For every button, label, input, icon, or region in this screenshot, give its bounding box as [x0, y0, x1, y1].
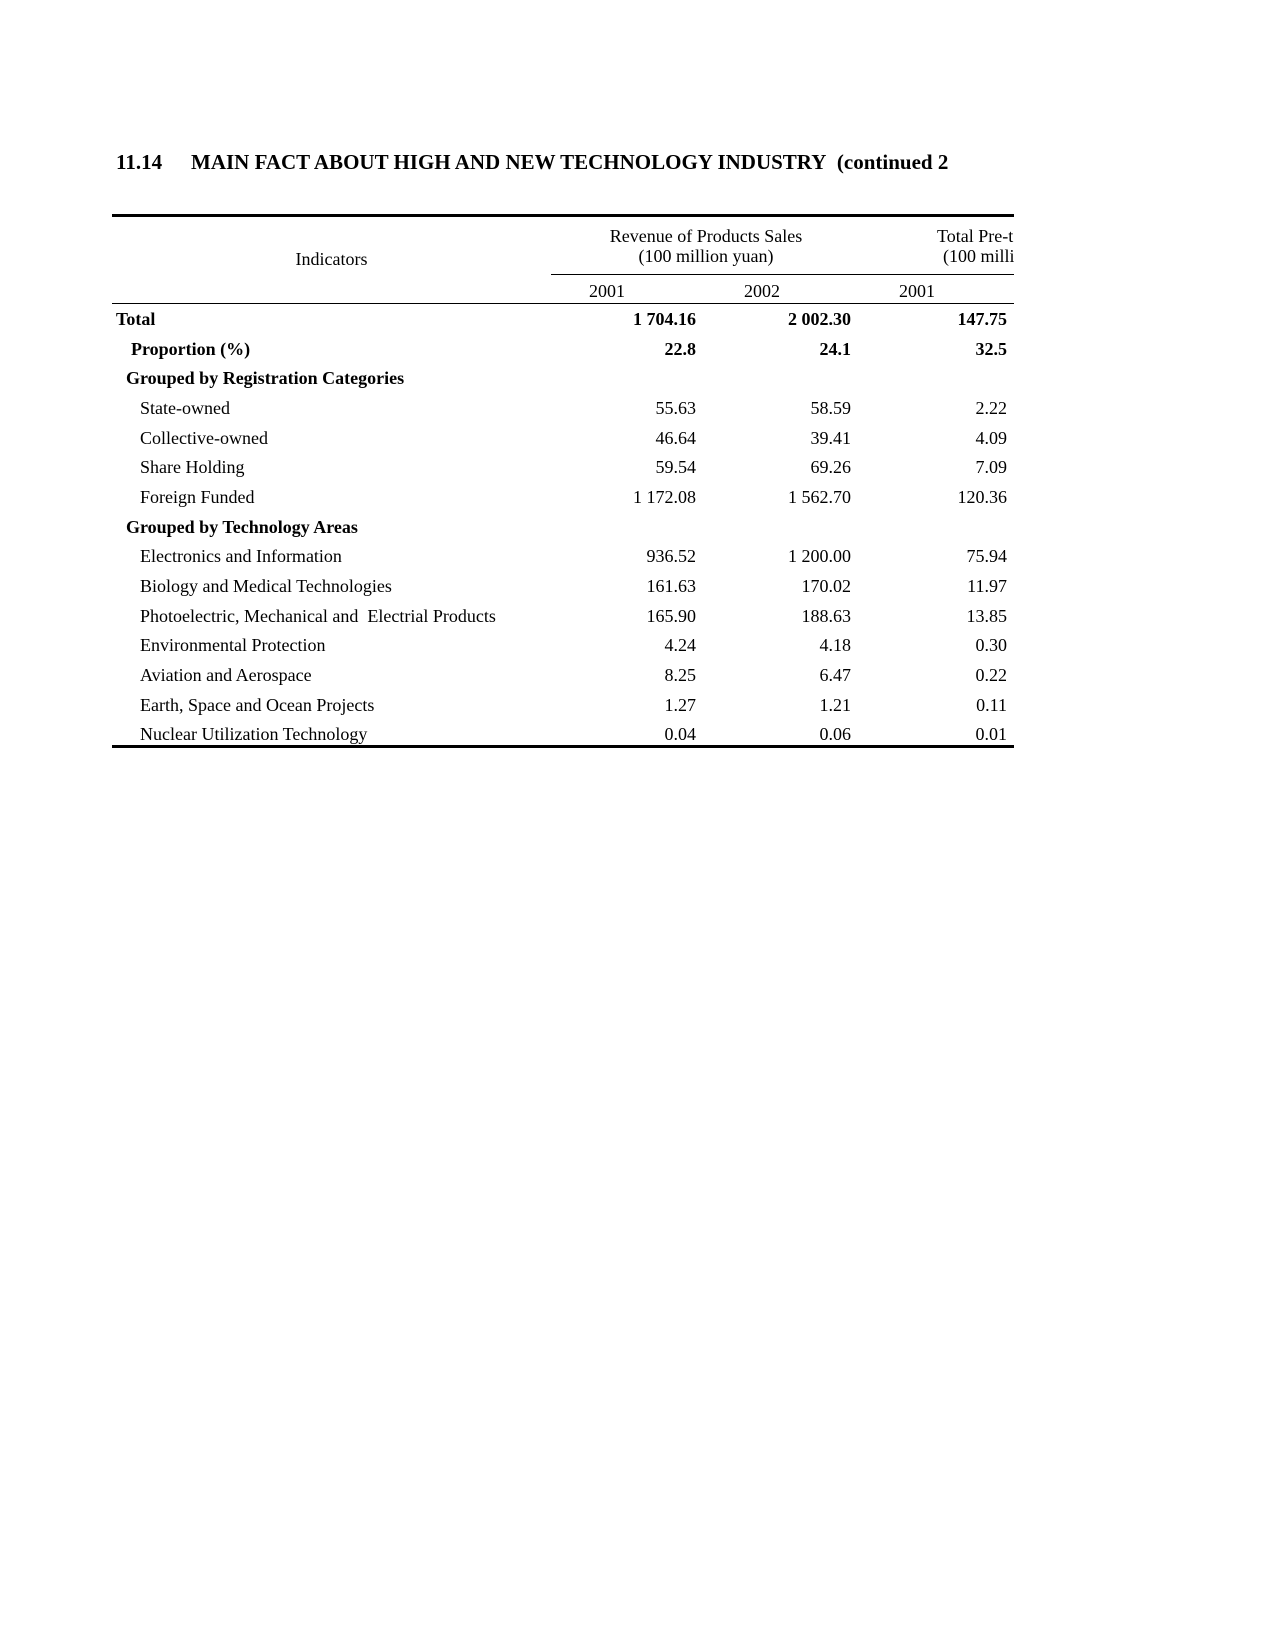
table-cell: 1.21 — [819, 695, 851, 715]
revenue-header-line1: Revenue of Products Sales — [609, 226, 803, 246]
table-cell: 0.30 — [975, 635, 1007, 655]
table-cell: 59.54 — [655, 457, 696, 477]
table-number: 11.14 — [116, 150, 163, 174]
table-cell: 161.63 — [646, 576, 696, 596]
table-cell: 55.63 — [655, 398, 696, 418]
table-cell: 0.11 — [976, 695, 1007, 715]
data-table — [112, 214, 1014, 754]
table-cell: 69.26 — [810, 457, 851, 477]
table-cell: 0.04 — [664, 724, 696, 744]
profit-header-line2: (100 milli — [943, 246, 1014, 266]
row-label-proportion: Proportion (%) — [131, 339, 251, 359]
indicators-header: Indicators — [295, 249, 368, 269]
row-label: Share Holding — [140, 457, 245, 477]
table-cell: 6.47 — [819, 665, 851, 685]
table-cell: 39.41 — [810, 428, 851, 448]
table-cell: 4.24 — [664, 635, 696, 655]
year-header-1: 2001 — [589, 281, 625, 301]
table-cell: 13.85 — [966, 606, 1007, 626]
table-cell: 46.64 — [655, 428, 696, 448]
table-cell: 32.5 — [975, 339, 1007, 359]
profit-header-line1: Total Pre-t — [937, 226, 1014, 246]
table-cell: 7.09 — [975, 457, 1007, 477]
table-cell: 4.18 — [819, 635, 851, 655]
table-cell: 1 172.08 — [633, 487, 696, 507]
row-label: Aviation and Aerospace — [140, 665, 312, 685]
table-cell: 0.06 — [819, 724, 851, 744]
row-label: Electronics and Information — [140, 546, 342, 566]
table-cell: 4.09 — [975, 428, 1007, 448]
table-cell: 1 200.00 — [788, 546, 851, 566]
table-cell: 120.36 — [957, 487, 1007, 507]
table-cell: 8.25 — [664, 665, 696, 685]
row-label: Biology and Medical Technologies — [140, 576, 392, 596]
table-cell: 11.97 — [967, 576, 1007, 596]
table-cell: 1 704.16 — [633, 309, 696, 329]
table-cell: 0.22 — [975, 665, 1007, 685]
table-cell: 165.90 — [646, 606, 696, 626]
table-cell: 2.22 — [975, 398, 1007, 418]
table-cell: 24.1 — [819, 339, 851, 359]
row-label: Photoelectric, Mechanical and Electrial Products — [140, 606, 496, 626]
table-cell: 2 002.30 — [788, 309, 851, 329]
row-label: State-owned — [140, 398, 230, 418]
table-title-text: MAIN FACT ABOUT HIGH AND NEW TECHNOLOGY INDUSTRY — [191, 150, 827, 174]
table-cell: 936.52 — [646, 546, 696, 566]
section-heading-registration: Grouped by Registration Categories — [126, 368, 405, 388]
header-bottom-rule — [112, 303, 1014, 304]
row-label: Collective-owned — [140, 428, 268, 448]
row-label: Nuclear Utilization Technology — [140, 724, 368, 744]
table-cell: 1 562.70 — [788, 487, 851, 507]
bottom-rule — [112, 745, 1014, 748]
table-cell: 58.59 — [810, 398, 851, 418]
table-cell: 188.63 — [801, 606, 851, 626]
table-cell: 147.75 — [957, 309, 1007, 329]
table-title-suffix: (continued 2 — [836, 150, 949, 174]
row-label-total: Total — [116, 309, 156, 329]
group-rule — [551, 274, 1014, 275]
table-cell: 1.27 — [664, 695, 696, 715]
year-header-2: 2002 — [744, 281, 780, 301]
table-cell: 170.02 — [801, 576, 851, 596]
row-label: Environmental Protection — [140, 635, 326, 655]
table-cell: 22.8 — [664, 339, 696, 359]
year-header-3: 2001 — [899, 281, 935, 301]
table-cell: 0.01 — [975, 724, 1007, 744]
table-cell: 75.94 — [966, 546, 1007, 566]
page-title — [116, 150, 1014, 175]
revenue-header-line2: (100 million yuan) — [638, 246, 774, 266]
row-label: Foreign Funded — [140, 487, 255, 507]
row-label: Earth, Space and Ocean Projects — [140, 695, 375, 715]
top-rule — [112, 214, 1014, 217]
section-heading-technology: Grouped by Technology Areas — [126, 517, 358, 537]
